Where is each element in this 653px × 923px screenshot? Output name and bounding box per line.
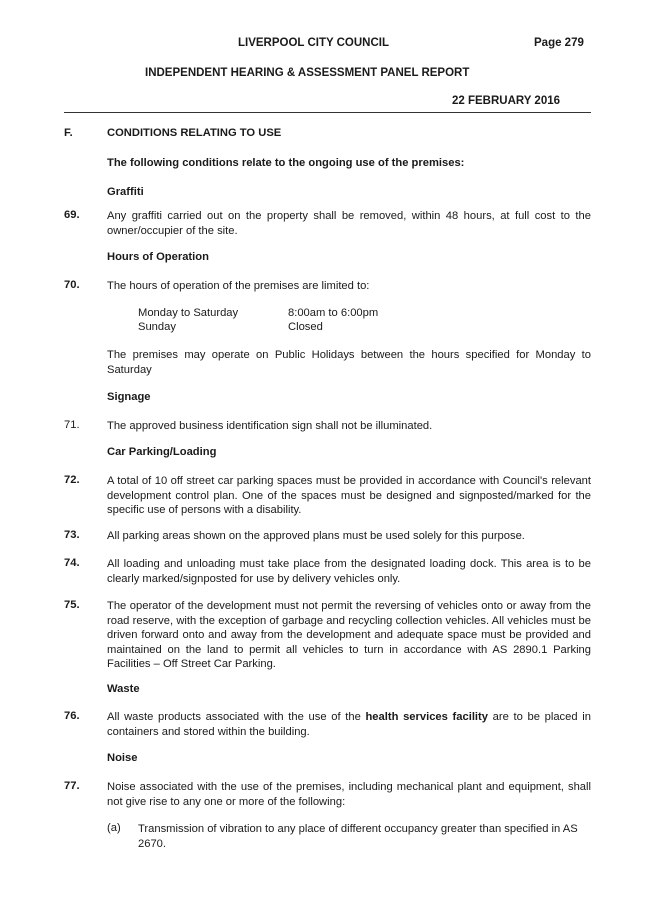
condition-number-75: 75. — [64, 599, 80, 611]
hours-row2-label: Sunday — [138, 321, 176, 333]
page-number: Page 279 — [534, 37, 584, 49]
section-letter: F. — [64, 127, 73, 139]
signage-heading: Signage — [107, 391, 151, 403]
condition-74-text: All loading and unloading must take place from the designated loading dock. This area is to be clearly marked/signposted for use by delivery vehicles only. — [107, 558, 591, 585]
condition-number-72: 72. — [64, 474, 80, 486]
hours-row2-value: Closed — [288, 321, 323, 333]
public-holidays-text: The premises may operate on Public Holidays between the hours specified for Monday to Saturday — [107, 349, 591, 376]
condition-number-74: 74. — [64, 557, 80, 569]
parking-heading: Car Parking/Loading — [107, 446, 217, 458]
condition-number-76: 76. — [64, 710, 80, 722]
condition-70-text: The hours of operation of the premises are limited to: — [107, 280, 370, 292]
report-title: INDEPENDENT HEARING & ASSESSMENT PANEL REPORT — [145, 67, 470, 79]
condition-number-71: 71. — [64, 419, 80, 431]
section-title: CONDITIONS RELATING TO USE — [107, 127, 282, 139]
condition-76-text-start: All waste products associated with the use of the — [107, 711, 366, 723]
header-divider — [64, 112, 591, 113]
waste-heading: Waste — [107, 683, 140, 695]
graffiti-heading: Graffiti — [107, 186, 144, 198]
condition-number-77: 77. — [64, 780, 80, 792]
health-services-facility-term: health services facility — [365, 711, 488, 723]
condition-73-text: All parking areas shown on the approved plans must be used solely for this purpose. — [107, 530, 525, 542]
condition-75-text: The operator of the development must not permit the reversing of vehicles onto or away from the road reserve, with the exception of garbage and recycling collection vehicles. All vehicles must be driven forward onto and away from the development and adequate space must be provided and maintained on the land to permit all vehicles to turn in accordance with AS 2890.1 Parking Facilities – Off Street Car Parking. — [107, 600, 591, 670]
condition-71-text: The approved business identification sign shall not be illuminated. — [107, 420, 433, 432]
report-date: 22 FEBRUARY 2016 — [452, 95, 561, 107]
condition-number-70: 70. — [64, 279, 80, 291]
condition-76-text — [107, 710, 591, 739]
condition-77-text: Noise associated with the use of the premises, including mechanical plant and equipment, shall not give rise to any one or more of the following: — [107, 781, 591, 808]
condition-76-text-end: are to be placed in containers and stored within the building. — [107, 711, 591, 738]
condition-number-73: 73. — [64, 529, 80, 541]
condition-69-text: Any graffiti carried out on the property shall be removed, within 48 hours, at full cost to the owner/occupier of the site. — [107, 210, 591, 237]
section-intro: The following conditions relate to the ongoing use of the premises: — [107, 157, 465, 169]
hours-heading: Hours of Operation — [107, 251, 209, 263]
council-name: LIVERPOOL CITY COUNCIL — [238, 37, 390, 49]
hours-row1-label: Monday to Saturday — [138, 307, 239, 319]
hours-row1-value: 8:00am to 6:00pm — [288, 307, 379, 319]
sub-item-a-text: Transmission of vibration to any place of different occupancy greater than specified in AS 2670. — [138, 823, 578, 850]
condition-number-69: 69. — [64, 209, 80, 221]
condition-72-text: A total of 10 off street car parking spaces must be provided in accordance with Council's relevant development control plan. One of the spaces must be designed and signposted/marked for the specific use of persons with a disability. — [107, 475, 591, 516]
noise-heading: Noise — [107, 752, 138, 764]
sub-item-a-label: (a) — [107, 822, 121, 834]
